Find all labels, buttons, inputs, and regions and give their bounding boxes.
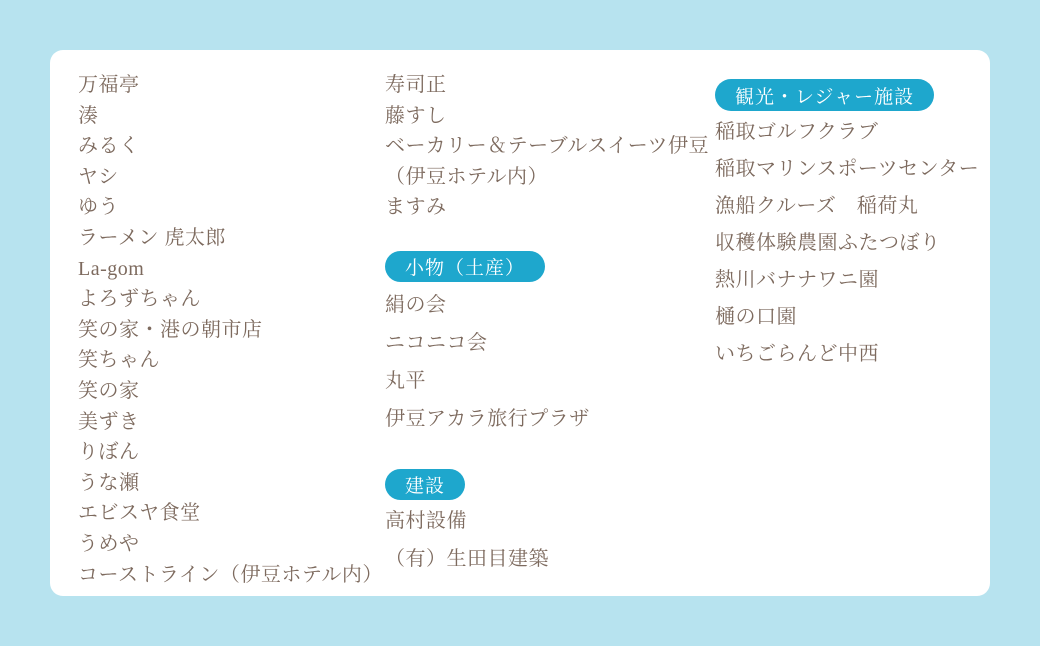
list-item: 樋の口園: [715, 306, 797, 328]
right-column: [715, 79, 979, 373]
restaurant-list-continued: [385, 70, 709, 223]
list-item: よろずちゃん: [78, 288, 201, 311]
category-badge-leisure: 観光・レジャー施設: [715, 79, 934, 111]
list-item: （有）生田目建築: [385, 547, 549, 570]
list-item: 伊豆アカラ旅行プラザ: [385, 407, 590, 430]
business-directory-card: [50, 50, 990, 596]
list-item: いちごらんど中西: [715, 343, 879, 365]
list-item: 稲取マリンスポーツセンター: [715, 158, 980, 180]
list-item: La-gom: [78, 257, 145, 280]
souvenir-list: [385, 286, 709, 438]
middle-column: [385, 70, 709, 578]
list-item: 収穫体験農園ふたつぼり: [715, 232, 941, 254]
list-item: 美ずき: [78, 410, 140, 433]
list-item: 熱川バナナワニ園: [715, 269, 879, 291]
list-item: 笑の家・港の朝市店: [78, 318, 263, 341]
list-item: 漁船クルーズ 稲荷丸: [715, 195, 919, 217]
category-badge-souvenir: 小物（土産）: [385, 251, 545, 282]
restaurant-list: [78, 70, 383, 590]
list-item: ラーメン 虎太郎: [78, 226, 226, 249]
leisure-list: [715, 114, 979, 373]
list-item: 笑の家: [78, 379, 140, 402]
list-item: （伊豆ホテル内）: [385, 165, 548, 188]
category-badge-construction: 建設: [385, 469, 465, 500]
list-item: ベーカリー＆テーブルスイーツ伊豆: [385, 135, 709, 158]
list-item: 万福亭: [78, 74, 140, 96]
list-item: 藤すし: [385, 104, 447, 127]
list-item: うめや: [78, 532, 140, 555]
list-item: 笑ちゃん: [78, 349, 160, 372]
list-item: ますみ: [385, 196, 447, 219]
list-item: みるく: [78, 135, 140, 158]
list-item: ニコニコ会: [385, 331, 488, 354]
list-item: コーストライン（伊豆ホテル内）: [78, 563, 383, 586]
list-item: 高村設備: [385, 509, 467, 532]
list-item: 絹の会: [385, 293, 447, 316]
construction-list: [385, 502, 709, 578]
list-item: 稲取ゴルフクラブ: [715, 121, 879, 143]
list-item: 湊: [78, 104, 99, 127]
list-item: エビスヤ食堂: [78, 502, 201, 525]
list-item: 寿司正: [385, 74, 447, 96]
list-item: りぼん: [78, 441, 140, 464]
list-item: 丸平: [385, 369, 426, 392]
list-item: ヤシ: [78, 165, 119, 188]
list-item: ゆう: [78, 196, 119, 219]
list-item: うな瀬: [78, 471, 140, 494]
